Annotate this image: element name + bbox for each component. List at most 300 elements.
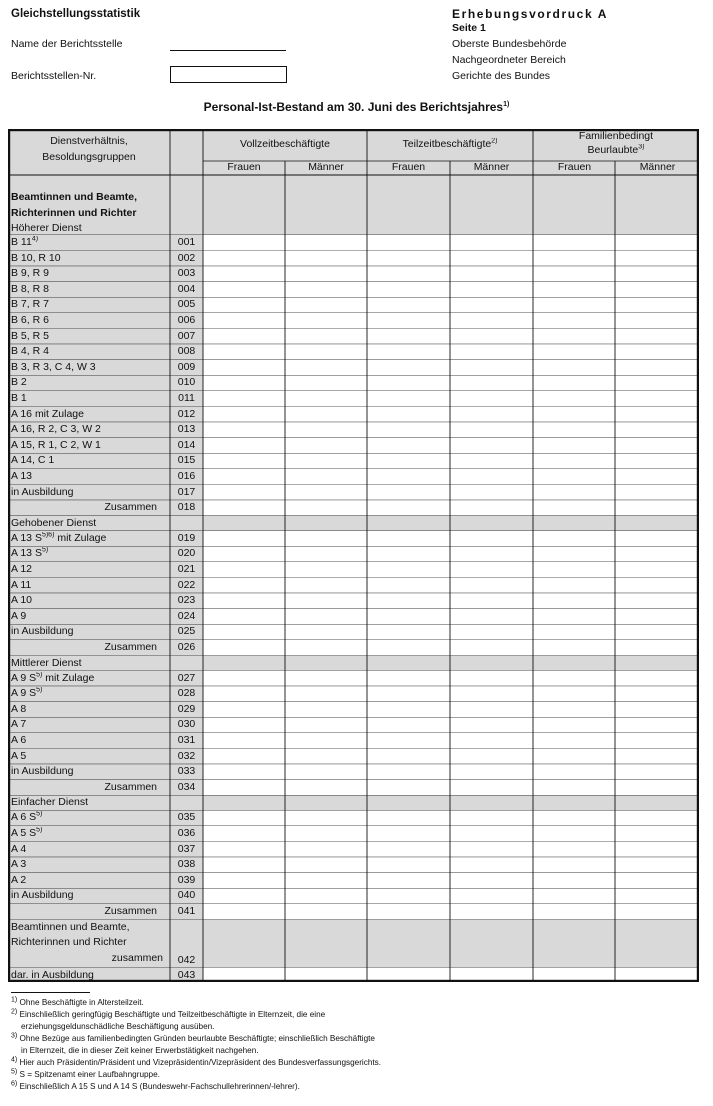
footnote-mark: 5) xyxy=(11,1068,18,1076)
input-cell-025-3[interactable] xyxy=(450,624,533,640)
input-cell-038-5[interactable] xyxy=(615,857,699,873)
input-cell-012-3[interactable] xyxy=(450,407,533,423)
input-cell-004-3[interactable] xyxy=(450,282,533,298)
input-cell-010-3[interactable] xyxy=(450,375,533,391)
footnote-mark: 3) xyxy=(11,1032,18,1040)
input-cell-036-4[interactable] xyxy=(533,826,615,842)
input-cell-027-2[interactable] xyxy=(367,671,450,687)
input-cell-010-5[interactable] xyxy=(615,375,699,391)
input-cell-010-4[interactable] xyxy=(533,375,615,391)
input-cell-003-1[interactable] xyxy=(285,266,367,282)
input-cell-007-4[interactable] xyxy=(533,329,615,345)
row-code: 038 xyxy=(177,858,196,871)
input-cell-023-5[interactable] xyxy=(615,593,699,609)
input-cell-002-0[interactable] xyxy=(203,251,285,267)
input-cell-019-0[interactable] xyxy=(203,531,285,547)
input-cell-040-1[interactable] xyxy=(285,888,367,904)
input-cell-041-4[interactable] xyxy=(533,904,615,920)
footnote-mark: 4) xyxy=(11,1056,18,1064)
input-cell-033-0[interactable] xyxy=(203,764,285,780)
input-cell-005-2[interactable] xyxy=(367,297,450,313)
input-cell-033-4[interactable] xyxy=(533,764,615,780)
input-cell-020-2[interactable] xyxy=(367,546,450,562)
input-cell-041-5[interactable] xyxy=(615,904,699,920)
input-cell-018-2[interactable] xyxy=(367,500,450,516)
input-cell-028-4[interactable] xyxy=(533,686,615,702)
input-cell-016-3[interactable] xyxy=(450,469,533,485)
row-code: 042 xyxy=(177,953,196,966)
input-cell-013-5[interactable] xyxy=(615,422,699,438)
input-cell-032-1[interactable] xyxy=(285,749,367,765)
input-cell-034-2[interactable] xyxy=(367,780,450,796)
input-cell-001-5[interactable] xyxy=(615,235,699,251)
input-cell-015-5[interactable] xyxy=(615,453,699,469)
input-cell-009-4[interactable] xyxy=(533,360,615,376)
input-cell-023-4[interactable] xyxy=(533,593,615,609)
input-cell-014-2[interactable] xyxy=(367,438,450,454)
footnote-ref: 5) xyxy=(36,671,43,679)
row-code: 030 xyxy=(177,718,196,731)
input-cell-008-3[interactable] xyxy=(450,344,533,360)
input-cell-039-5[interactable] xyxy=(615,873,699,889)
reporting-office-field[interactable] xyxy=(170,50,286,51)
input-cell-019-1[interactable] xyxy=(285,531,367,547)
footnote-2-line-1: $^{2)}$ Einschließlich geringfügig Beschäftigte und Teilzeitbeschäftigte in Elternzeit, die eine xyxy=(11,1008,326,1019)
row-code: 029 xyxy=(177,702,196,715)
input-cell-038-4[interactable] xyxy=(533,857,615,873)
input-cell-012-4[interactable] xyxy=(533,407,615,423)
input-cell-029-3[interactable] xyxy=(450,702,533,718)
input-cell-006-3[interactable] xyxy=(450,313,533,329)
input-cell-041-1[interactable] xyxy=(285,904,367,920)
total-label: Zusammen xyxy=(104,780,157,793)
input-cell-009-3[interactable] xyxy=(450,360,533,376)
input-cell-030-5[interactable] xyxy=(615,717,699,733)
input-cell-014-1[interactable] xyxy=(285,438,367,454)
input-cell-033-1[interactable] xyxy=(285,764,367,780)
input-cell-006-4[interactable] xyxy=(533,313,615,329)
input-cell-018-4[interactable] xyxy=(533,500,615,516)
input-cell-039-4[interactable] xyxy=(533,873,615,889)
input-cell-022-1[interactable] xyxy=(285,578,367,594)
input-cell-014-0[interactable] xyxy=(203,438,285,454)
input-cell-007-3[interactable] xyxy=(450,329,533,345)
row-code: 007 xyxy=(177,329,196,342)
input-cell-036-3[interactable] xyxy=(450,826,533,842)
input-cell-003-2[interactable] xyxy=(367,266,450,282)
input-cell-011-1[interactable] xyxy=(285,391,367,407)
input-cell-029-5[interactable] xyxy=(615,702,699,718)
input-cell-030-2[interactable] xyxy=(367,717,450,733)
input-cell-029-4[interactable] xyxy=(533,702,615,718)
reporting-office-number-field[interactable] xyxy=(170,66,287,83)
input-cell-015-4[interactable] xyxy=(533,453,615,469)
input-cell-040-2[interactable] xyxy=(367,888,450,904)
section-label-line-1: Richterinnen und Richter xyxy=(11,206,137,219)
input-cell-017-5[interactable] xyxy=(615,485,699,501)
row-code: 008 xyxy=(177,345,196,358)
row-code: 024 xyxy=(177,609,196,622)
input-cell-011-2[interactable] xyxy=(367,391,450,407)
input-cell-027-0[interactable] xyxy=(203,671,285,687)
input-cell-008-5[interactable] xyxy=(615,344,699,360)
input-cell-026-4[interactable] xyxy=(533,640,615,656)
input-cell-019-5[interactable] xyxy=(615,531,699,547)
input-cell-010-1[interactable] xyxy=(285,375,367,391)
input-cell-026-3[interactable] xyxy=(450,640,533,656)
input-cell-022-4[interactable] xyxy=(533,578,615,594)
input-cell-040-0[interactable] xyxy=(203,888,285,904)
input-cell-031-5[interactable] xyxy=(615,733,699,749)
input-cell-041-0[interactable] xyxy=(203,904,285,920)
input-cell-031-0[interactable] xyxy=(203,733,285,749)
input-cell-039-2[interactable] xyxy=(367,873,450,889)
input-cell-038-0[interactable] xyxy=(203,857,285,873)
input-cell-029-0[interactable] xyxy=(203,702,285,718)
row-code: 025 xyxy=(177,625,196,638)
total-label: Zusammen xyxy=(104,501,157,514)
input-cell-038-1[interactable] xyxy=(285,857,367,873)
input-cell-013-0[interactable] xyxy=(203,422,285,438)
input-cell-036-5[interactable] xyxy=(615,826,699,842)
input-cell-032-3[interactable] xyxy=(450,749,533,765)
row-label: A 4 xyxy=(11,842,27,855)
input-cell-024-3[interactable] xyxy=(450,609,533,625)
input-cell-004-0[interactable] xyxy=(203,282,285,298)
input-cell-038-3[interactable] xyxy=(450,857,533,873)
input-cell-006-2[interactable] xyxy=(367,313,450,329)
input-cell-034-3[interactable] xyxy=(450,780,533,796)
input-cell-037-0[interactable] xyxy=(203,842,285,858)
row-code: 012 xyxy=(177,407,196,420)
input-cell-016-2[interactable] xyxy=(367,469,450,485)
row-label: A 13 xyxy=(11,470,33,482)
input-cell-015-3[interactable] xyxy=(450,453,533,469)
input-cell-012-5[interactable] xyxy=(615,407,699,423)
input-cell-025-5[interactable] xyxy=(615,624,699,640)
input-cell-027-5[interactable] xyxy=(615,671,699,687)
input-cell-005-0[interactable] xyxy=(203,297,285,313)
input-cell-001-3[interactable] xyxy=(450,235,533,251)
input-cell-019-2[interactable] xyxy=(367,531,450,547)
input-cell-035-4[interactable] xyxy=(533,810,615,826)
row-label: A 12 xyxy=(11,563,33,575)
input-cell-013-2[interactable] xyxy=(367,422,450,438)
input-cell-009-5[interactable] xyxy=(615,360,699,376)
input-cell-028-5[interactable] xyxy=(615,686,699,702)
row-code: 003 xyxy=(177,267,196,280)
input-cell-016-0[interactable] xyxy=(203,469,285,485)
input-cell-020-4[interactable] xyxy=(533,546,615,562)
input-cell-010-2[interactable] xyxy=(367,375,450,391)
input-cell-028-1[interactable] xyxy=(285,686,367,702)
input-cell-027-4[interactable] xyxy=(533,671,615,687)
input-cell-020-1[interactable] xyxy=(285,546,367,562)
row-label: A 13 $S^{5)}$ xyxy=(11,547,49,560)
form-name: Erhebungsvordruck A xyxy=(452,7,608,21)
input-cell-011-5[interactable] xyxy=(615,391,699,407)
scope-line-2: Nachgeordneter Bereich xyxy=(452,54,566,66)
input-cell-022-2[interactable] xyxy=(367,578,450,594)
input-cell-003-4[interactable] xyxy=(533,266,615,282)
input-cell-026-5[interactable] xyxy=(615,640,699,656)
input-cell-005-4[interactable] xyxy=(533,297,615,313)
input-cell-032-4[interactable] xyxy=(533,749,615,765)
footnote-mark: 2) xyxy=(11,1008,18,1016)
input-cell-019-3[interactable] xyxy=(450,531,533,547)
input-cell-031-3[interactable] xyxy=(450,733,533,749)
input-cell-017-3[interactable] xyxy=(450,485,533,501)
input-cell-013-3[interactable] xyxy=(450,422,533,438)
row-label: in Ausbildung xyxy=(11,485,74,498)
input-cell-033-2[interactable] xyxy=(367,764,450,780)
input-cell-022-5[interactable] xyxy=(615,578,699,594)
input-cell-026-1[interactable] xyxy=(285,640,367,656)
input-cell-008-1[interactable] xyxy=(285,344,367,360)
input-cell-010-0[interactable] xyxy=(203,375,285,391)
input-cell-005-3[interactable] xyxy=(450,297,533,313)
input-cell-004-2[interactable] xyxy=(367,282,450,298)
input-cell-003-0[interactable] xyxy=(203,266,285,282)
row-label: A 5 $S^{5)}$ xyxy=(11,827,43,839)
row-code: 013 xyxy=(177,423,196,436)
input-cell-015-2[interactable] xyxy=(367,453,450,469)
input-cell-014-3[interactable] xyxy=(450,438,533,454)
input-cell-039-3[interactable] xyxy=(450,873,533,889)
input-cell-011-4[interactable] xyxy=(533,391,615,407)
input-cell-001-0[interactable] xyxy=(203,235,285,251)
row-code: 001 xyxy=(177,236,196,248)
input-cell-015-0[interactable] xyxy=(203,453,285,469)
input-cell-025-1[interactable] xyxy=(285,624,367,640)
form-header-title: Gleichstellungsstatistik xyxy=(11,8,141,20)
input-cell-038-2[interactable] xyxy=(367,857,450,873)
input-cell-006-0[interactable] xyxy=(203,313,285,329)
input-cell-027-1[interactable] xyxy=(285,671,367,687)
input-cell-037-3[interactable] xyxy=(450,842,533,858)
input-cell-004-5[interactable] xyxy=(615,282,699,298)
input-cell-040-4[interactable] xyxy=(533,888,615,904)
input-cell-017-2[interactable] xyxy=(367,485,450,501)
input-cell-027-3[interactable] xyxy=(450,671,533,687)
group-header-1: Vollzeitbeschäftigte xyxy=(240,138,330,150)
input-cell-002-5[interactable] xyxy=(615,251,699,267)
input-cell-006-5[interactable] xyxy=(615,313,699,329)
input-cell-028-3[interactable] xyxy=(450,686,533,702)
input-cell-004-4[interactable] xyxy=(533,282,615,298)
input-cell-018-1[interactable] xyxy=(285,500,367,516)
row-code: 011 xyxy=(178,392,195,404)
footnote-1-line-1: $^{1)}$ Ohne Beschäftigte in Altersteilzeit. xyxy=(11,996,144,1007)
input-cell-032-2[interactable] xyxy=(367,749,450,765)
input-cell-014-4[interactable] xyxy=(533,438,615,454)
input-cell-035-3[interactable] xyxy=(450,810,533,826)
input-cell-024-0[interactable] xyxy=(203,609,285,625)
input-cell-041-2[interactable] xyxy=(367,904,450,920)
input-cell-032-5[interactable] xyxy=(615,749,699,765)
summary-label-line-2: zusammen xyxy=(111,951,163,964)
input-cell-026-2[interactable] xyxy=(367,640,450,656)
personnel-table xyxy=(8,129,699,982)
row-code: 022 xyxy=(177,578,196,591)
input-cell-037-4[interactable] xyxy=(533,842,615,858)
input-cell-029-1[interactable] xyxy=(285,702,367,718)
input-cell-037-1[interactable] xyxy=(285,842,367,858)
input-cell-031-1[interactable] xyxy=(285,733,367,749)
input-cell-016-5[interactable] xyxy=(615,469,699,485)
row-label: A 5 xyxy=(11,749,27,762)
input-cell-037-2[interactable] xyxy=(367,842,450,858)
input-cell-024-2[interactable] xyxy=(367,609,450,625)
input-cell-006-1[interactable] xyxy=(285,313,367,329)
input-cell-034-0[interactable] xyxy=(203,780,285,796)
input-cell-021-5[interactable] xyxy=(615,562,699,578)
input-cell-036-0[interactable] xyxy=(203,826,285,842)
input-cell-005-5[interactable] xyxy=(615,297,699,313)
input-cell-009-0[interactable] xyxy=(203,360,285,376)
input-cell-028-0[interactable] xyxy=(203,686,285,702)
reporting-office-number-label: Berichtsstellen-Nr. xyxy=(11,70,97,82)
input-cell-020-0[interactable] xyxy=(203,546,285,562)
row-code: 035 xyxy=(177,811,196,824)
input-cell-030-1[interactable] xyxy=(285,717,367,733)
input-cell-021-2[interactable] xyxy=(367,562,450,578)
input-cell-039-0[interactable] xyxy=(203,873,285,889)
input-cell-016-4[interactable] xyxy=(533,469,615,485)
row-code: 021 xyxy=(177,563,196,575)
input-cell-008-0[interactable] xyxy=(203,344,285,360)
input-cell-034-5[interactable] xyxy=(615,780,699,796)
input-cell-022-0[interactable] xyxy=(203,578,285,594)
input-cell-021-3[interactable] xyxy=(450,562,533,578)
input-cell-001-4[interactable] xyxy=(533,235,615,251)
input-cell-030-3[interactable] xyxy=(450,717,533,733)
input-cell-036-2[interactable] xyxy=(367,826,450,842)
input-cell-001-2[interactable] xyxy=(367,235,450,251)
input-cell-037-5[interactable] xyxy=(615,842,699,858)
input-cell-008-4[interactable] xyxy=(533,344,615,360)
input-cell-018-0[interactable] xyxy=(203,500,285,516)
input-cell-009-2[interactable] xyxy=(367,360,450,376)
input-cell-012-0[interactable] xyxy=(203,407,285,423)
input-cell-033-3[interactable] xyxy=(450,764,533,780)
group-header-3: Familienbedingt xyxy=(578,130,654,142)
input-cell-005-1[interactable] xyxy=(285,297,367,313)
input-cell-013-1[interactable] xyxy=(285,422,367,438)
input-cell-039-1[interactable] xyxy=(285,873,367,889)
input-cell-021-1[interactable] xyxy=(285,562,367,578)
input-cell-035-2[interactable] xyxy=(367,810,450,826)
input-cell-024-1[interactable] xyxy=(285,609,367,625)
input-cell-034-4[interactable] xyxy=(533,780,615,796)
input-cell-012-1[interactable] xyxy=(285,407,367,423)
row-code: 032 xyxy=(177,749,196,762)
input-cell-019-4[interactable] xyxy=(533,531,615,547)
row-code: 015 xyxy=(177,454,196,467)
input-cell-003-3[interactable] xyxy=(450,266,533,282)
footnote-ref: 5) xyxy=(36,827,43,834)
input-cell-017-1[interactable] xyxy=(285,485,367,501)
footnote-2-line-2: erziehungsgeldunschädliche Beschäftigung ausüben. xyxy=(21,1022,215,1031)
input-cell-011-3[interactable] xyxy=(450,391,533,407)
input-cell-030-0[interactable] xyxy=(203,717,285,733)
input-cell-011-0[interactable] xyxy=(203,391,285,407)
input-cell-023-3[interactable] xyxy=(450,593,533,609)
input-cell-032-0[interactable] xyxy=(203,749,285,765)
row-label: B 3, R 3, C 4, W 3 xyxy=(11,360,96,373)
input-cell-040-5[interactable] xyxy=(615,888,699,904)
input-cell-035-0[interactable] xyxy=(203,810,285,826)
input-cell-018-5[interactable] xyxy=(615,500,699,516)
row-label: A 16 mit Zulage xyxy=(11,407,84,420)
input-cell-025-2[interactable] xyxy=(367,624,450,640)
input-cell-007-1[interactable] xyxy=(285,329,367,345)
input-cell-007-5[interactable] xyxy=(615,329,699,345)
input-cell-009-1[interactable] xyxy=(285,360,367,376)
input-cell-013-4[interactable] xyxy=(533,422,615,438)
row-label: B 7, R 7 xyxy=(11,298,49,311)
input-cell-007-0[interactable] xyxy=(203,329,285,345)
input-cell-028-2[interactable] xyxy=(367,686,450,702)
input-cell-016-1[interactable] xyxy=(285,469,367,485)
input-cell-031-4[interactable] xyxy=(533,733,615,749)
footnote-ref: 5)6) xyxy=(41,531,55,539)
input-cell-031-2[interactable] xyxy=(367,733,450,749)
input-cell-023-1[interactable] xyxy=(285,593,367,609)
input-cell-021-4[interactable] xyxy=(533,562,615,578)
input-cell-025-0[interactable] xyxy=(203,624,285,640)
row-label: A 8 xyxy=(11,702,27,715)
input-cell-029-2[interactable] xyxy=(367,702,450,718)
input-cell-007-2[interactable] xyxy=(367,329,450,345)
input-cell-001-1[interactable] xyxy=(285,235,367,251)
input-cell-017-0[interactable] xyxy=(203,485,285,501)
col-header-line-2: Besoldungsgruppen xyxy=(42,151,136,163)
input-cell-002-2[interactable] xyxy=(367,251,450,267)
input-cell-022-3[interactable] xyxy=(450,578,533,594)
input-cell-012-2[interactable] xyxy=(367,407,450,423)
input-cell-025-4[interactable] xyxy=(533,624,615,640)
input-cell-035-5[interactable] xyxy=(615,810,699,826)
input-cell-023-0[interactable] xyxy=(203,593,285,609)
input-cell-008-2[interactable] xyxy=(367,344,450,360)
input-cell-014-5[interactable] xyxy=(615,438,699,454)
input-cell-033-5[interactable] xyxy=(615,764,699,780)
input-cell-023-2[interactable] xyxy=(367,593,450,609)
input-cell-036-1[interactable] xyxy=(285,826,367,842)
row-label: A 9 $S^{5)}$ xyxy=(11,687,43,700)
input-cell-021-0[interactable] xyxy=(203,562,285,578)
input-cell-034-1[interactable] xyxy=(285,780,367,796)
input-cell-024-5[interactable] xyxy=(615,609,699,625)
input-cell-004-1[interactable] xyxy=(285,282,367,298)
input-cell-024-4[interactable] xyxy=(533,609,615,625)
input-cell-002-3[interactable] xyxy=(450,251,533,267)
input-cell-020-5[interactable] xyxy=(615,546,699,562)
input-cell-040-3[interactable] xyxy=(450,888,533,904)
input-cell-026-0[interactable] xyxy=(203,640,285,656)
input-cell-003-5[interactable] xyxy=(615,266,699,282)
input-cell-020-3[interactable] xyxy=(450,546,533,562)
input-cell-002-1[interactable] xyxy=(285,251,367,267)
input-cell-041-3[interactable] xyxy=(450,904,533,920)
input-cell-030-4[interactable] xyxy=(533,717,615,733)
input-cell-018-3[interactable] xyxy=(450,500,533,516)
input-cell-017-4[interactable] xyxy=(533,485,615,501)
input-cell-002-4[interactable] xyxy=(533,251,615,267)
input-cell-015-1[interactable] xyxy=(285,453,367,469)
input-cell-035-1[interactable] xyxy=(285,810,367,826)
